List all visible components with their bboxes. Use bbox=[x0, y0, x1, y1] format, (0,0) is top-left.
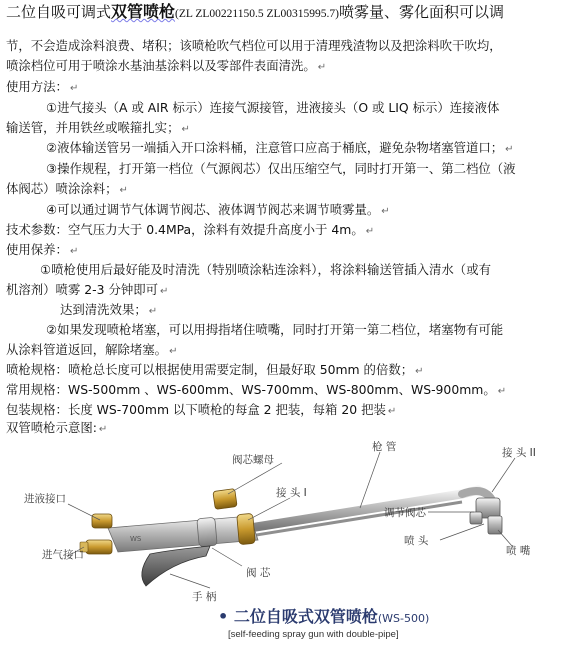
title-part4: 喷雾量、雾化面积可以调 bbox=[339, 3, 505, 21]
figure-caption-english: [self-feeding spray gun with double-pipe] bbox=[228, 629, 399, 640]
trigger-handle bbox=[142, 546, 210, 586]
text-line: 喷涂档位可用于喷涂水基油基涂料以及零部件表面清洗。 ↵ bbox=[6, 58, 327, 73]
text-line: ②液体输送管另一端插入开口涂料桶，注意管口应高于桶底，避免杂物堵塞管道口； ↵ bbox=[46, 140, 514, 155]
caption-model: (WS-500) bbox=[377, 612, 430, 625]
text-line: 输送管，并用铁丝或喉箍扎实； ↵ bbox=[6, 120, 190, 135]
label-inlet-air: 进气接口 bbox=[42, 549, 84, 561]
title-part1: 二位自吸可调式 bbox=[6, 3, 112, 21]
title-bold: 双管喷枪 bbox=[111, 2, 176, 21]
spec-line-length: 喷枪规格：喷枪总长度可以根据使用需要定制，但最好取 50mm 的倍数； ↵ bbox=[6, 362, 424, 377]
label-joint-1: 接 头 I bbox=[276, 487, 307, 499]
tech-params-line: 技术参数：空气压力大于 0.4MPa，涂料有效提升高度小于 4m。 ↵ bbox=[6, 222, 375, 237]
label-valve-core: 阀 芯 bbox=[246, 567, 271, 579]
caption-title: 二位自吸式双管喷枪 bbox=[233, 607, 378, 626]
section-heading-maintenance: 使用保养： ↵ bbox=[6, 242, 79, 257]
label-adjust-valve: 调节阀芯 bbox=[384, 507, 426, 519]
document-title bbox=[6, 2, 504, 24]
text-line: 节，不会造成涂料浪费、堵积；该喷枪吹气档位可以用于清理残渣物以及把涂料吹干吹均， bbox=[6, 38, 502, 53]
text-line: 体阀芯）喷涂涂料； ↵ bbox=[6, 181, 128, 196]
nozzle-assembly bbox=[470, 498, 502, 534]
label-handle: 手 柄 bbox=[192, 591, 217, 603]
text-line: 机溶剂）喷雾 2-3 分钟即可 ↵ bbox=[6, 282, 169, 297]
spec-line-common: 常用规格：WS-500mm 、WS-600mm、WS-700mm、WS-800mm、WS-900mm。 ↵ bbox=[6, 382, 507, 397]
spec-line-packaging: 包装规格：长度 WS-700mm 以下喷枪的每盒 2 把装，每箱 20 把装 ↵ bbox=[6, 402, 397, 417]
text-line: ③操作规程，打开第一档位（气源阀芯）仅出压缩空气，同时打开第一、第二档位（液 bbox=[46, 161, 516, 176]
caption-bullet: • bbox=[218, 607, 229, 626]
figure-heading: 双管喷枪示意图: ↵ bbox=[6, 420, 108, 435]
label-inlet-liquid: 进液接口 bbox=[24, 493, 66, 505]
figure-caption bbox=[218, 604, 429, 627]
label-nozzle-head: 喷 头 bbox=[404, 535, 429, 547]
text-line: ④可以通过调节气体调节阀芯、液体调节阀芯来调节喷雾量。 ↵ bbox=[46, 202, 390, 217]
label-nozzle-tip: 喷 嘴 bbox=[506, 545, 531, 557]
section-heading-usage: 使用方法： ↵ bbox=[6, 79, 79, 94]
label-joint-2: 接 头 II bbox=[502, 447, 536, 459]
label-valve-nut: 阀芯螺母 bbox=[232, 454, 274, 466]
gun-body bbox=[108, 489, 258, 552]
label-barrel: 枪 管 bbox=[372, 441, 397, 453]
text-line: 达到清洗效果； ↵ bbox=[60, 302, 158, 317]
text-line: 从涂料管道返回，解除堵塞。 ↵ bbox=[6, 342, 178, 357]
title-patent: (ZL ZL00221150.5 ZL00315995.7) bbox=[175, 8, 339, 20]
inlet-fittings bbox=[80, 514, 112, 554]
text-line: ①喷枪使用后最好能及时清洗（特别喷涂粘连涂料），将涂料输送管插入清水（或有 bbox=[40, 262, 491, 277]
text-line: ①进气接头（A 或 AIR 标示）连接气源接管，进液接头（O 或 LIQ 标示）连接液体 bbox=[46, 100, 500, 115]
svg-text:WS: WS bbox=[130, 535, 142, 543]
text-line: ②如果发现喷枪堵塞，可以用拇指堵住喷嘴，同时打开第一第二档位，堵塞物有可能 bbox=[46, 322, 504, 337]
